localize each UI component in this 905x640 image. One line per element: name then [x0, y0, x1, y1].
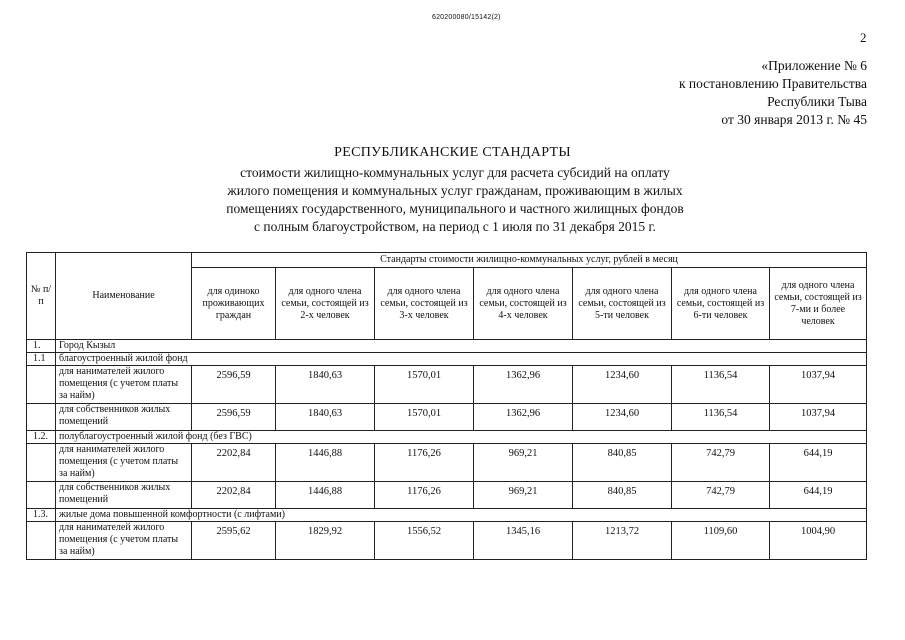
header-column: для одного члена семьи, состоящей из 6-ти человек	[672, 268, 770, 340]
row-number	[27, 522, 56, 560]
section-row	[27, 431, 867, 444]
value-cell: 1362,96	[474, 366, 573, 404]
value-cell: 1570,01	[375, 404, 474, 431]
document-title: РЕСПУБЛИКАНСКИЕ СТАНДАРТЫ	[334, 145, 571, 160]
header-name: Наименование	[56, 253, 192, 340]
page-number: 2	[860, 30, 867, 45]
row-number	[27, 404, 56, 431]
value-cell: 840,85	[573, 482, 672, 509]
value-cell: 742,79	[672, 444, 770, 482]
city-row	[27, 340, 867, 353]
value-cell: 1004,90	[770, 522, 867, 560]
section-number: 1.2.	[27, 431, 56, 444]
row-name: для нанимателей жилого помещения (с учетом платы за найм)	[56, 522, 192, 560]
value-cell: 644,19	[770, 482, 867, 509]
value-cell: 1109,60	[672, 522, 770, 560]
value-cell: 644,19	[770, 444, 867, 482]
value-cell: 1345,16	[474, 522, 573, 560]
appendix-line: Республики Тыва	[767, 94, 867, 109]
value-cell: 1176,26	[375, 444, 474, 482]
value-cell: 1037,94	[770, 404, 867, 431]
row-number	[27, 482, 56, 509]
value-cell: 1176,26	[375, 482, 474, 509]
header-column: для одного члена семьи, состоящей из 3-х человек	[375, 268, 474, 340]
value-cell: 2596,59	[192, 404, 276, 431]
header-column: для одного члена семьи, состоящей из 4-х человек	[474, 268, 573, 340]
subtitle-line: жилого помещения и коммунальных услуг гражданам, проживающим в жилых	[227, 183, 683, 198]
table-row	[27, 482, 867, 509]
value-cell: 1556,52	[375, 522, 474, 560]
document-subtitle	[185, 164, 725, 236]
table-row	[27, 404, 867, 431]
standards-table	[26, 252, 867, 560]
section-name: полублагоустроенный жилой фонд (без ГВС)	[56, 431, 867, 444]
value-cell: 1446,88	[276, 444, 375, 482]
row-number: 1.	[27, 340, 56, 353]
value-cell: 840,85	[573, 444, 672, 482]
row-name: для собственников жилых помещений	[56, 482, 192, 509]
value-cell: 969,21	[474, 444, 573, 482]
row-name: для собственников жилых помещений	[56, 404, 192, 431]
value-cell: 1136,54	[672, 366, 770, 404]
appendix-line: к постановлению Правительства	[678, 76, 867, 91]
value-cell: 1213,72	[573, 522, 672, 560]
header-column: для одиноко проживающих граждан	[192, 268, 276, 340]
city-name: Город Кызыл	[56, 340, 867, 353]
value-cell: 1136,54	[672, 404, 770, 431]
section-name: жилые дома повышенной комфортности (с лифтами)	[56, 509, 867, 522]
value-cell: 969,21	[474, 482, 573, 509]
value-cell: 1446,88	[276, 482, 375, 509]
subtitle-line: помещениях государственного, муниципального и частного жилищных фондов	[226, 201, 684, 216]
value-cell: 2202,84	[192, 444, 276, 482]
appendix-line: от 30 января 2013 г. № 45	[721, 112, 867, 127]
value-cell: 2595,62	[192, 522, 276, 560]
row-name: для нанимателей жилого помещения (с учетом платы за найм)	[56, 444, 192, 482]
value-cell: 1570,01	[375, 366, 474, 404]
value-cell: 2202,84	[192, 482, 276, 509]
table-row	[27, 366, 867, 404]
value-cell: 1840,63	[276, 404, 375, 431]
header-number: № п/п	[27, 253, 56, 340]
section-number: 1.3.	[27, 509, 56, 522]
header-group: Стандарты стоимости жилищно-коммунальных услуг, рублей в месяц	[192, 253, 867, 268]
row-number	[27, 366, 56, 404]
subtitle-line: стоимости жилищно-коммунальных услуг для расчета субсидий на оплату	[240, 165, 670, 180]
row-number	[27, 444, 56, 482]
section-row	[27, 353, 867, 366]
value-cell: 1234,60	[573, 404, 672, 431]
section-number: 1.1	[27, 353, 56, 366]
subtitle-line: с полным благоустройством, на период с 1 июля по 31 декабря 2015 г.	[254, 219, 656, 234]
value-cell: 1362,96	[474, 404, 573, 431]
value-cell: 1840,63	[276, 366, 375, 404]
header-column: для одного члена семьи, состоящей из 5-ти человек	[573, 268, 672, 340]
value-cell: 1037,94	[770, 366, 867, 404]
document-id: 620200080/15142(2)	[432, 14, 501, 21]
row-name: для нанимателей жилого помещения (с учетом платы за найм)	[56, 366, 192, 404]
table-row	[27, 444, 867, 482]
section-row	[27, 509, 867, 522]
header-column: для одного члена семьи, состоящей из 2-х человек	[276, 268, 375, 340]
value-cell: 1234,60	[573, 366, 672, 404]
value-cell: 2596,59	[192, 366, 276, 404]
section-name: благоустроенный жилой фонд	[56, 353, 867, 366]
table-row	[27, 522, 867, 560]
header-column: для одного члена семьи, состоящей из 7-ми и более человек	[770, 268, 867, 340]
value-cell: 742,79	[672, 482, 770, 509]
appendix-line: «Приложение № 6	[761, 58, 867, 73]
appendix-reference	[607, 57, 867, 129]
value-cell: 1829,92	[276, 522, 375, 560]
